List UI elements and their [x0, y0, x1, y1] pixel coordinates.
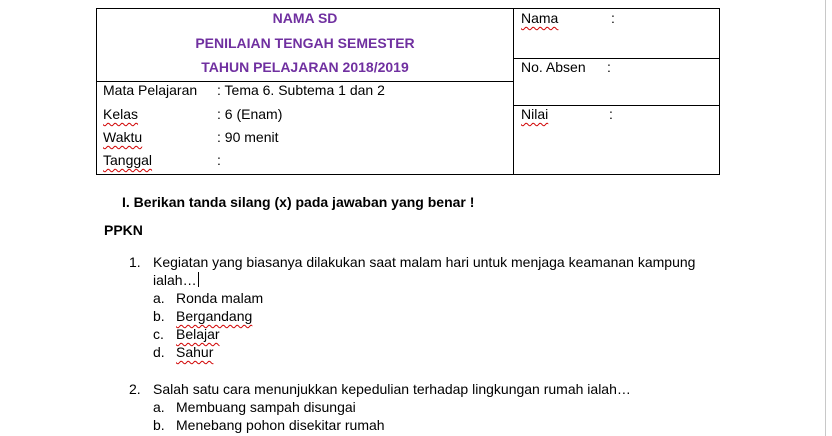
school-name: NAMA SD	[272, 10, 338, 26]
text-cursor	[198, 272, 199, 287]
class-label: Kelas	[103, 106, 139, 122]
page-edge	[825, 0, 826, 436]
option-letter: c.	[153, 326, 164, 342]
name-colon: :	[611, 10, 615, 26]
absence-colon: :	[607, 59, 611, 75]
option-text: Sahur	[176, 344, 214, 360]
question-number: 2.	[129, 381, 141, 397]
name-label: Nama	[521, 10, 559, 26]
question-text: Salah satu cara menunjukkan kepedulian terhadap lingkungan rumah ialah…	[153, 381, 631, 397]
question-text-wrap: ialah…	[153, 272, 197, 288]
option-text: Menebang pohon disekitar rumah	[176, 417, 385, 433]
option-letter: b.	[153, 417, 165, 433]
absence-number-label: No. Absen	[521, 59, 586, 75]
time-label: Waktu	[103, 129, 143, 145]
question-text-continued[interactable]	[153, 272, 199, 288]
subject-value: : Tema 6. Subtema 1 dan 2	[217, 82, 385, 98]
option-text: Bergandang	[176, 308, 253, 324]
score-label: Nilai	[521, 106, 549, 122]
instruction-text: I. Berikan tanda silang (x) pada jawaban yang benar !	[122, 194, 475, 210]
date-value: :	[217, 152, 221, 168]
class-value: : 6 (Enam)	[217, 106, 283, 122]
option-text: Membuang sampah disungai	[176, 399, 356, 415]
score-colon: :	[609, 106, 613, 122]
question-text: Kegiatan yang biasanya dilakukan saat malam hari untuk menjaga keamanan kampung	[153, 254, 696, 270]
time-value: : 90 menit	[217, 129, 279, 145]
option-letter: d.	[153, 344, 165, 360]
option-letter: a.	[153, 399, 165, 415]
question-number: 1.	[129, 254, 141, 270]
date-label: Tanggal	[103, 152, 153, 168]
exam-title: PENILAIAN TENGAH SEMESTER	[195, 35, 415, 51]
header-table	[96, 8, 720, 175]
option-text: Ronda malam	[176, 290, 264, 306]
section-title: PPKN	[104, 222, 143, 238]
subject-label: Mata Pelajaran	[103, 82, 198, 98]
option-letter: a.	[153, 290, 165, 306]
table-divider	[513, 9, 514, 175]
school-year: TAHUN PELAJARAN 2018/2019	[201, 59, 409, 75]
option-letter: b.	[153, 308, 165, 324]
option-text: Belajar	[176, 326, 220, 342]
